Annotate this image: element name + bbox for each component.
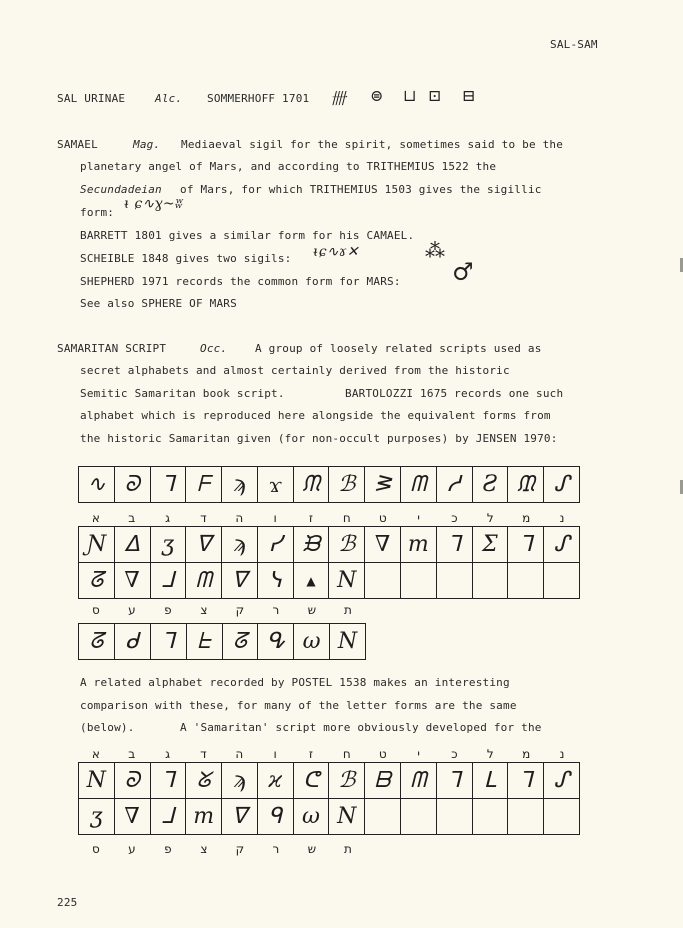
empty-cell [544, 799, 580, 835]
hebrew-letter: ל [486, 511, 494, 525]
postel-line-3a: (below). [80, 721, 135, 734]
samael-line-5: BARRETT 1801 gives a similar form for his CAMAEL. [80, 229, 415, 242]
hebrew-letter: ט [378, 511, 387, 525]
hebrew-letter: ר [272, 603, 280, 617]
glyph-cell: ᕒ [365, 467, 401, 503]
entry-term: SAL URINAE [57, 92, 126, 105]
hebrew-labels-2 [78, 603, 368, 617]
postel-line-3b: A 'Samaritan' script more obviously developed for the [180, 721, 542, 734]
glyph-cell: ϫ [257, 467, 293, 503]
glyph-cell: ∇ [114, 563, 150, 599]
hebrew-letter: ב [128, 747, 136, 761]
glyph-cell: Ɲ [79, 527, 115, 563]
samaritan-line-3b: BARTOLOZZI 1675 records one such [345, 387, 564, 400]
samael-line-8: See also SPHERE OF MARS [80, 297, 237, 310]
glyph-cell: ᑫ [257, 799, 293, 835]
page-number: 225 [57, 896, 78, 909]
glyph-cell: ᓭ [257, 563, 293, 599]
trithemius-sigil: ᵼ ɕ∿ɣ~ʬ [124, 196, 184, 212]
glyph-cell: m [401, 527, 437, 563]
empty-cell [436, 799, 472, 835]
glyph-cell: ᒧ [150, 563, 186, 599]
glyph-cell: ℬ [329, 763, 365, 799]
glyph-cell: ᕦ [293, 763, 329, 799]
glyph-cell: ℬ [329, 527, 365, 563]
samael-line-4: form: [80, 206, 115, 219]
glyph-cell: ϡ [222, 763, 258, 799]
hebrew-letter: ג [165, 747, 171, 761]
glyph-cell: m [186, 799, 222, 835]
glyph-cell: ᑯ [114, 624, 150, 660]
hebrew-letter: א [91, 511, 101, 525]
glyph-cell: N [330, 624, 366, 660]
hebrew-letter: ש [307, 603, 317, 617]
hebrew-letter: נ [559, 747, 565, 761]
glyph-cell: ᖶ [186, 624, 222, 660]
glyph-cell: ∇ [365, 527, 401, 563]
glyph-cell: ᘔ [222, 624, 258, 660]
glyph-cell: ω [294, 624, 330, 660]
glyph-cell: ᔑ [544, 527, 580, 563]
hebrew-labels-1 [78, 511, 580, 525]
empty-cell [436, 563, 472, 599]
glyph-cell: ᒣ [150, 763, 186, 799]
empty-cell [508, 563, 544, 599]
entry-abbr-samael: Mag. [133, 138, 161, 151]
glyph-cell: Ν [79, 763, 115, 799]
glyph-cell: ʒ [79, 799, 115, 835]
hebrew-letter: ד [200, 511, 207, 525]
glyph-cell: ᒣ [508, 763, 544, 799]
glyph-cell: ϡ [222, 527, 258, 563]
sigil-1: 卌 [330, 89, 347, 108]
empty-cell [401, 563, 437, 599]
mars-sigil: ♂ [452, 258, 474, 286]
hebrew-letter: י [417, 511, 421, 525]
glyph-cell: ᒧ [150, 799, 186, 835]
postel-line-2: comparison with these, for many of the letter forms are the same [80, 699, 517, 712]
hebrew-letter: כ [451, 511, 458, 525]
glyph-cell: ᘔ [79, 624, 115, 660]
empty-cell [508, 799, 544, 835]
hebrew-letter: ה [235, 747, 244, 761]
sigil-3: ⊔ [403, 86, 417, 105]
entry-abbr-samaritan: Occ. [200, 342, 228, 355]
samaritan-line-5: the historic Samaritan given (for non-occult purposes) by JENSEN 1970: [80, 432, 558, 445]
entry-source: SOMMERHOFF 1701 [207, 92, 310, 105]
glyph-cell: ᒣ [150, 467, 186, 503]
glyph-cell: ᒣ [436, 527, 472, 563]
hebrew-letter: ח [342, 511, 351, 525]
hebrew-letter: פ [164, 842, 172, 856]
glyph-cell: ᗰ [401, 467, 437, 503]
hebrew-letter: ו [273, 747, 277, 761]
hebrew-letter: ע [128, 842, 136, 856]
postel-line-1: A related alphabet recorded by POSTEL 1538 makes an interesting [80, 676, 510, 689]
hebrew-letter: ג [165, 511, 171, 525]
hebrew-letter: ק [235, 842, 245, 856]
glyph-cell: ᐁ [222, 563, 258, 599]
hebrew-letter: צ [200, 842, 208, 856]
samael-line-3-italic: Secundadeian [80, 183, 162, 196]
glyph-cell: ω [293, 799, 329, 835]
glyph-cell: ∿ [79, 467, 115, 503]
empty-cell [472, 563, 508, 599]
postel-alphabet-table [78, 762, 580, 835]
bartolozzi-alphabet-row-1 [78, 466, 580, 503]
hebrew-letter: כ [451, 747, 458, 761]
sigil-5: ⊟ [462, 86, 476, 105]
hebrew-letter: ז [308, 747, 314, 761]
glyph-cell: ᓯ [257, 527, 293, 563]
entry-sal-urinae [57, 92, 125, 105]
glyph-cell: Ꙅ [472, 467, 508, 503]
hebrew-letter: א [91, 747, 101, 761]
hebrew-letter: צ [200, 603, 208, 617]
glyph-cell: ϡ [222, 467, 258, 503]
entry-term-samaritan: SAMARITAN SCRIPT [57, 342, 167, 355]
glyph-cell: ᔑ [544, 467, 580, 503]
samaritan-alphabet-rows [78, 526, 580, 599]
hebrew-letter: ק [235, 603, 245, 617]
glyph-cell: ᘔ [79, 563, 115, 599]
hebrew-letter: ס [92, 603, 100, 617]
glyph-cell: ᒣ [436, 763, 472, 799]
sigil-2: ⊜ [370, 86, 384, 105]
samael-line-1: Mediaeval sigil for the spirit, sometimes said to be the [181, 138, 564, 151]
hebrew-letter: ט [378, 747, 387, 761]
hebrew-letter: נ [559, 511, 565, 525]
hebrew-letter: ו [273, 511, 277, 525]
samael-line-2: planetary angel of Mars, and according to TRITHEMIUS 1522 the [80, 160, 497, 173]
glyph-cell: N [329, 799, 365, 835]
glyph-cell: ᐁ [222, 799, 258, 835]
hebrew-letter: ע [128, 603, 136, 617]
glyph-cell: ᒣ [508, 527, 544, 563]
hebrew-letter: ס [92, 842, 100, 856]
empty-cell [544, 563, 580, 599]
empty-cell [401, 799, 437, 835]
samael-line-7: SHEPHERD 1971 records the common form for MARS: [80, 275, 401, 288]
hebrew-letter: ה [235, 511, 244, 525]
glyph-cell: Σ [472, 527, 508, 563]
bartolozzi-alphabet-row-final [78, 623, 366, 660]
samaritan-line-4: alphabet which is reproduced here alongside the equivalent forms from [80, 409, 551, 422]
glyph-cell: ᓱ [436, 467, 472, 503]
hebrew-letter: ד [200, 747, 207, 761]
running-head: SAL-SAM [550, 38, 598, 51]
glyph-cell: ᕴ [258, 624, 294, 660]
glyph-cell: ᔑ [544, 763, 580, 799]
glyph-cell: ᙏ [293, 467, 329, 503]
glyph-cell: ᗷ [365, 763, 401, 799]
samaritan-line-1: A group of loosely related scripts used as [255, 342, 542, 355]
glyph-cell: ᒪ [472, 763, 508, 799]
hebrew-letter: מ [522, 511, 531, 525]
samael-line-6: SCHEIBLE 1848 gives two sigils: [80, 252, 292, 265]
hebrew-letter: פ [164, 603, 172, 617]
glyph-cell: ᙢ [508, 467, 544, 503]
hebrew-letter: ת [343, 603, 353, 617]
glyph-cell: ᐃ [114, 527, 150, 563]
empty-cell [472, 799, 508, 835]
glyph-cell: ᗰ [401, 763, 437, 799]
hebrew-letter: ב [128, 511, 136, 525]
hebrew-letter: ז [308, 511, 314, 525]
sigil-4: ⊡ [428, 86, 442, 105]
hebrew-labels-3 [78, 747, 580, 761]
glyph-cell: ᘐ [114, 467, 150, 503]
glyph-cell: ℬ [329, 467, 365, 503]
empty-cell [365, 563, 401, 599]
hebrew-letter: ר [272, 842, 280, 856]
hebrew-letter: ל [486, 747, 494, 761]
glyph-cell: ᗰ [186, 563, 222, 599]
glyph-cell: ᐁ [186, 527, 222, 563]
glyph-cell: ᖴ [186, 467, 222, 503]
samael-line-3: of Mars, for which TRITHEMIUS 1503 gives the sigillic [180, 183, 542, 196]
scheible-sigil-1: ᵼɕ∿ɤ✕ [313, 244, 359, 260]
glyph-cell: N [329, 563, 365, 599]
hebrew-letter: י [417, 747, 421, 761]
glyph-cell: ᘜ [186, 763, 222, 799]
glyph-cell: ᙖ [293, 527, 329, 563]
samaritan-line-3a: Semitic Samaritan book script. [80, 387, 285, 400]
scheible-sigil-2: ⁂ [425, 238, 446, 262]
glyph-cell: ʒ [150, 527, 186, 563]
glyph-cell: ϰ [257, 763, 293, 799]
empty-cell [365, 799, 401, 835]
samaritan-line-2: secret alphabets and almost certainly derived from the historic [80, 364, 510, 377]
hebrew-letter: ש [307, 842, 317, 856]
entry-term-samael: SAMAEL [57, 138, 98, 151]
glyph-cell: ᘐ [114, 763, 150, 799]
glyph-cell: ∇ [114, 799, 150, 835]
hebrew-letter: ת [343, 842, 353, 856]
glyph-cell: ▲ [293, 563, 329, 599]
hebrew-letter: מ [522, 747, 531, 761]
glyph-cell: ᒣ [150, 624, 186, 660]
hebrew-labels-4 [78, 842, 368, 856]
entry-abbr: Alc. [155, 92, 183, 105]
hebrew-letter: ח [342, 747, 351, 761]
